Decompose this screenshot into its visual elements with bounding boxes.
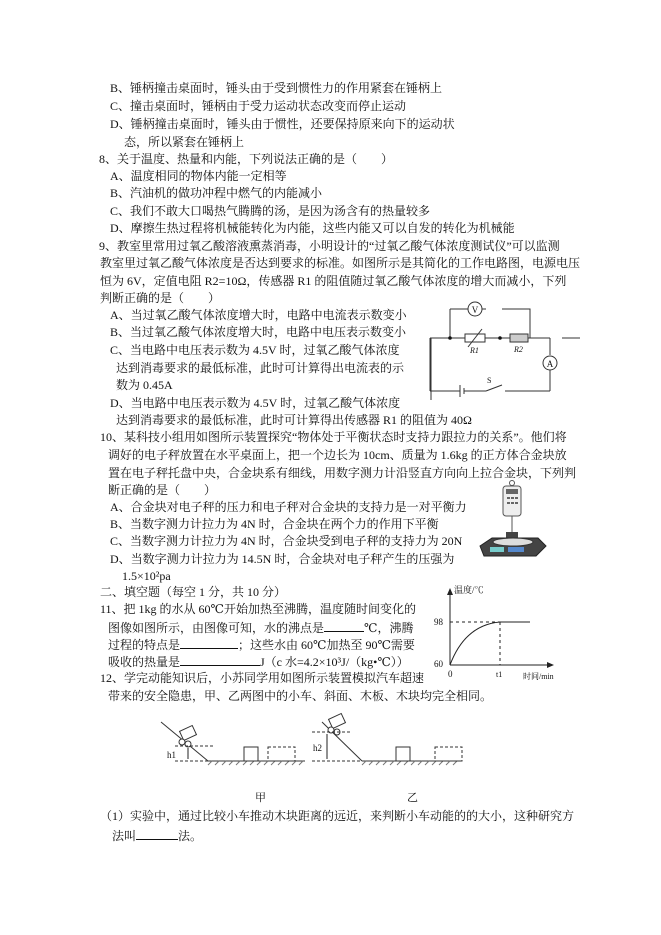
q12-stem: 12、学完动能知识后，小苏同学用如图所示装置模拟汽车超速 [100,671,425,685]
q10-option-a: A、合金块对电子秤的压力和电子秤对合金块的支持力是一对平衡力 [110,500,467,514]
ramp-experiment-figure-jia [155,718,305,808]
y-tick-98: 98 [434,617,443,627]
q12-text: 法叫 [112,829,137,843]
x-tick-t1: t1 [496,670,503,679]
q11-text: 图像如图所示，由图像可知，水的沸点是 [108,621,325,635]
q12-part1: （1）实验中，通过比较小车推动木块距离的远近，来判断小车动能的的大小，这种研究方 [100,809,575,823]
q9-stem: 9、教室里常用过氧乙酸溶液熏蒸消毒，小明设计的“过氧乙酸气体浓度测试仪”可以监测 [99,239,560,253]
boiling-point-blank[interactable] [324,619,364,632]
q8-option-a: A、温度相同的物体内能一定相等 [110,169,287,183]
q11-text: ；这些水由 60℃加热至 90℃需要 [238,638,415,652]
q11-text: ℃，沸腾 [364,621,414,635]
q10-option-d: D、当数字测力计拉力为 14.5N 时，合金块对电子秤产生的压强为 [110,552,455,566]
y-axis-label: 温度/℃ [454,585,484,595]
figure-label-yi: 乙 [407,792,418,804]
q10-option-d-cont: 1.5×10²pa [122,569,171,583]
boiling-feature-blank[interactable] [180,636,238,649]
q10-option-c: C、当数字测力计拉力为 4N 时，合金块受到电子秤的支持力为 20N [110,534,463,548]
temperature-curve [450,622,530,665]
research-method-blank[interactable] [136,827,178,840]
q11-line: 11、把 1kg 的水从 60℃开始加热至沸腾，温度随时间变化的 [100,602,416,616]
circuit-diagram [430,305,565,395]
q11-text: 吸收的热量是 [108,655,181,669]
q9-option-c-cont: 数为 0.45A [116,378,173,392]
q9-option-d-cont: 达到消毒要求的最低标准，此时可计算得出传感器 R1 的阻值为 40Ω [116,413,472,427]
q9-stem: 教室里过氧乙酸气体浓度是否达到要求的标准。如图所示是其简化的工作电路图，电源电压 [100,256,581,270]
q9-stem: 判断正确的是（ ） [100,291,221,305]
voltmeter-label: V [471,305,479,315]
q8-stem: 8、关于温度、热量和内能，下列说法正确的是（ ） [99,152,394,166]
ammeter-label: A [546,359,554,369]
q12-stem: 带来的安全隐患，甲、乙两图中的小车、斜面、木板、木块均完全相同。 [108,689,493,703]
temperature-time-chart [430,585,570,685]
force-meter-scale-image [472,480,552,560]
q10-option-b: B、当数字测力计拉力为 4N 时，合金块在两个力的作用下平衡 [110,517,439,531]
q12-part1-cont [112,827,202,844]
q7-option-d-cont: 态，所以紧套在锤柄上 [124,135,245,149]
x-axis-label: 时间/min [523,672,554,681]
q10-stem: 断正确的是（ ） [108,483,217,497]
q11-line [108,653,409,670]
figure-label-jia: 甲 [255,792,266,804]
switch-label: S [487,376,492,385]
heat-absorbed-blank[interactable] [180,653,260,666]
q7-option-c: C、撞击桌面时，锤柄由于受力运动状态改变而停止运动 [110,99,407,113]
q9-option-d: D、当电路中电压表示数为 4.5V 时，过氧乙酸气体浓度 [110,396,401,410]
q11-text: 过程的特点是 [108,638,181,652]
q11-line [108,619,413,636]
r1-label: R1 [470,346,479,355]
q11-line [108,636,415,653]
q8-option-c: C、我们不敢大口喝热气腾腾的汤，是因为汤含有的热量较多 [110,204,431,218]
h1-label: h1 [167,750,176,760]
ramp-experiment-figure-yi [312,718,462,808]
q9-option-c: C、当电路中电压表示数为 4.5V 时，过氧乙酸气体浓度 [110,343,400,357]
section-2-heading: 二、填空题（每空 1 分，共 10 分） [100,585,287,599]
h2-label: h2 [313,743,322,753]
x-tick-0: 0 [448,669,453,679]
q12-text: 法。 [178,829,203,843]
q9-stem: 恒为 6V，定值电阻 R2=10Ω，传感器 R1 的阻值随过氧乙酸气体浓度的增大而减小，下列 [100,274,567,288]
r2-label: R2 [514,345,523,354]
q10-stem: 10、某科技小组用如图所示装置探究“物体处于平衡状态时支持力跟拉力的关系”。他们将 [100,430,567,444]
q10-stem: 调好的电子秤放置在水平桌面上，把一个边长为 10cm、质量为 1.6kg 的正方体合金块放 [108,448,567,462]
q9-option-c-cont: 达到消毒要求的最低标准，此时可计算得出电流表的示 [116,361,405,375]
q8-option-d: D、摩擦生热过程将机械能转化为内能，这些内能又可以自发的转化为机械能 [110,221,515,235]
q8-option-b: B、汽油机的做功冲程中燃气的内能减小 [110,186,323,200]
q10-stem: 置在电子秤托盘中央，合金块系有细线，用数字测力计沿竖直方向向上拉合金块，下列判 [108,466,577,480]
y-tick-60: 60 [434,659,443,669]
q7-option-d: D、锤柄撞击桌面时，锤头由于惯性，还要保持原来向下的运动状 [110,117,455,131]
q11-text: J（c 水=4.2×10³J/（kg•℃）） [260,655,409,669]
q7-option-b: B、锤柄撞击桌面时，锤头由于受到惯性力的作用紧套在锤柄上 [110,81,443,95]
q9-option-a: A、当过氧乙酸气体浓度增大时，电路中电流表示数变小 [110,308,407,322]
q9-option-b: B、当过氧乙酸气体浓度增大时，电路中电压表示数变小 [110,325,407,339]
